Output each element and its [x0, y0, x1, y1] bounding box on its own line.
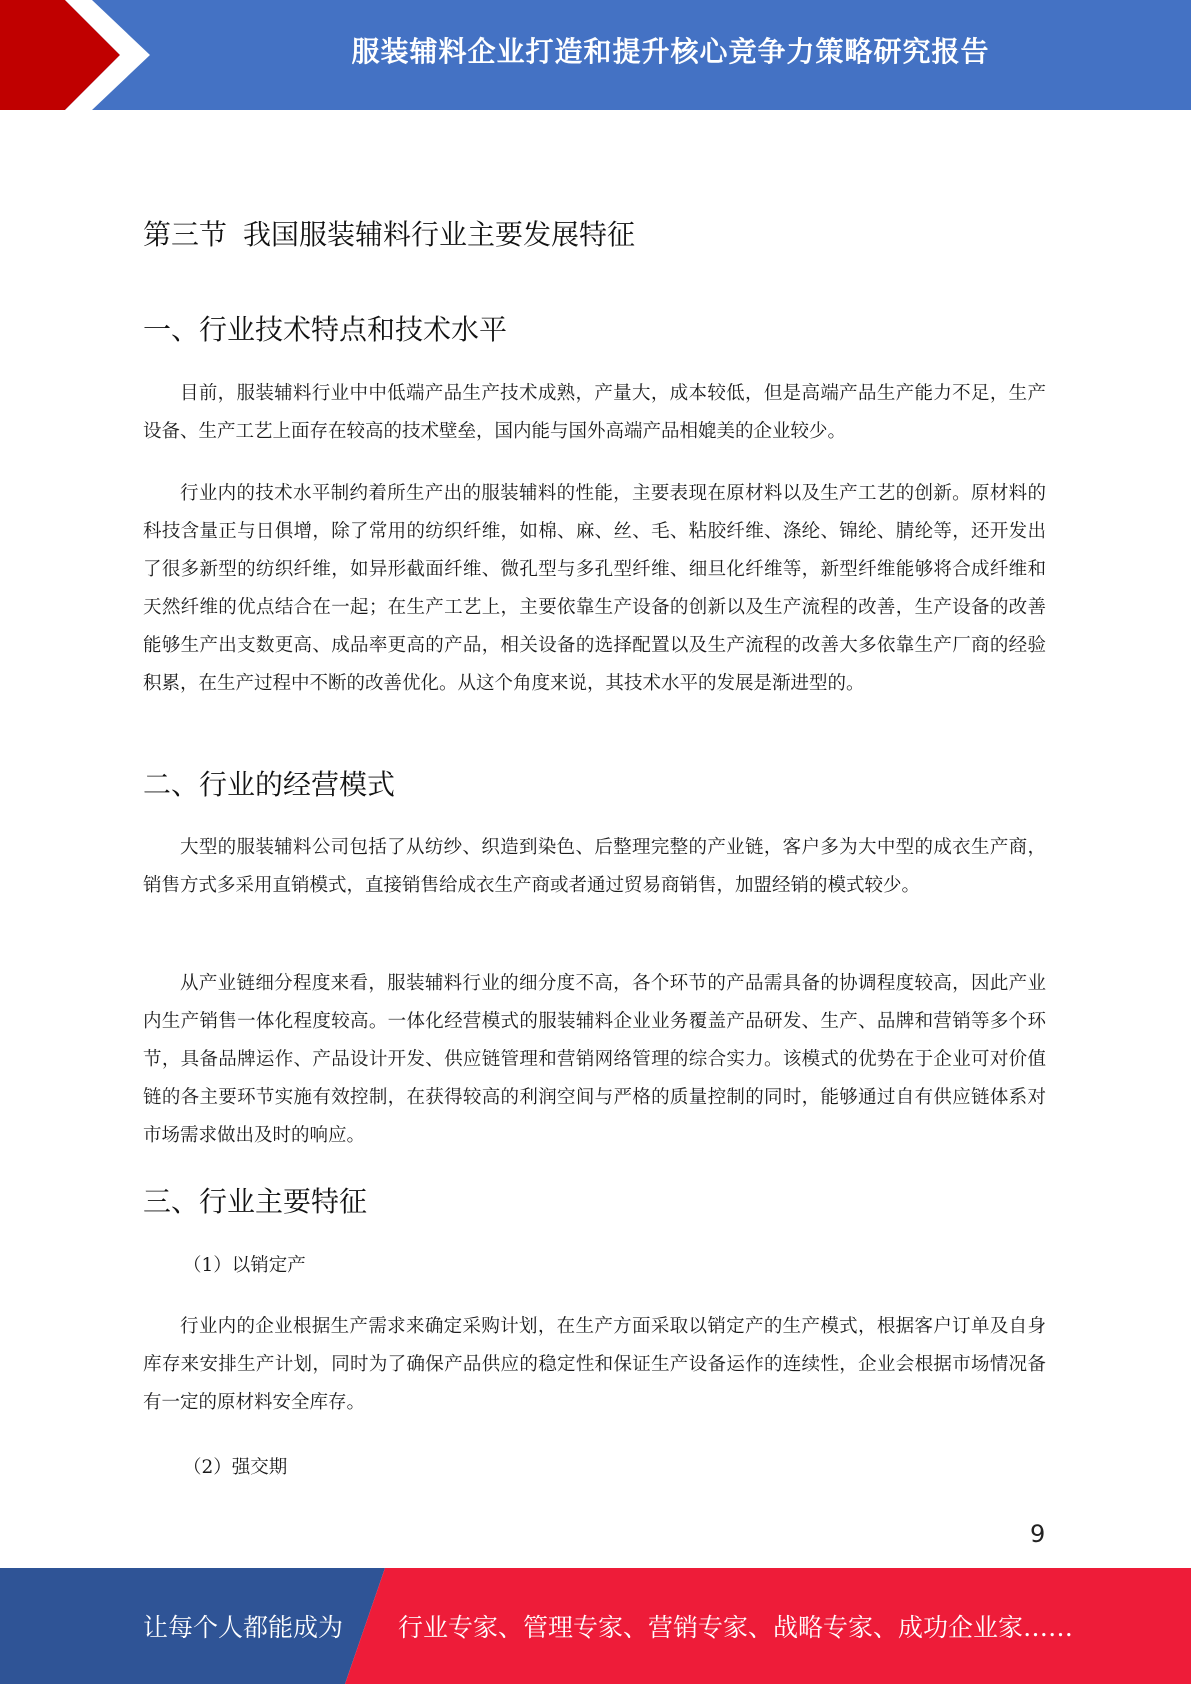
paragraph-3: 大型的服装辅料公司包括了从纺纱、织造到染色、后整理完整的产业链，客户多为大中型的成衣生产商，销售方式多采用直销模式，直接销售给成衣生产商或者通过贸易商销售，加盟经销的模式较少。: [143, 837, 1046, 896]
heading-features: 三、行业主要特征: [143, 1185, 368, 1218]
section-title: [143, 213, 635, 253]
paragraph-1: 目前，服装辅料行业中中低端产品生产技术成熟，产量大，成本较低，但是高端产品生产能力不足，生产设备、生产工艺上面存在较高的技术壁垒，国内能与国外高端产品相媲美的企业较少。: [143, 383, 1046, 442]
subheading-1: （1）以销定产: [183, 1255, 306, 1276]
paragraph-4: 从产业链细分程度来看，服装辅料行业的细分度不高，各个环节的产品需具备的协调程度较高，因此产业内生产销售一体化程度较高。一体化经营模式的服装辅料企业业务覆盖产品研发、生产、品牌和营销等多个环节，具备品牌运作、产品设计开发、供应链管理和营销网络管理的综合实力。该模式的优势在于企业可对价值链的各主要环节实施有效控制，在获得较高的利润空间与严格的质量控制的同时，能够通过自有供应链体系对市场需求做出及时的响应。: [143, 973, 1046, 1146]
footer-banner: [0, 1568, 1191, 1684]
paragraph-5: 行业内的企业根据生产需求来确定采购计划，在生产方面采取以销定产的生产模式，根据客户订单及自身库存来安排生产计划，同时为了确保产品供应的稳定性和保证生产设备运作的连续性，企业会根据市场情况备有一定的原材料安全库存。: [143, 1316, 1046, 1413]
heading-tech: 一、行业技术特点和技术水平: [143, 313, 508, 346]
paragraph-2: 行业内的技术水平制约着所生产出的服装辅料的性能，主要表现在原材料以及生产工艺的创新。原材料的科技含量正与日俱增，除了常用的纺织纤维，如棉、麻、丝、毛、粘胶纤维、涤纶、锦纶、腈纶等，还开发出了很多新型的纺织纤维，如异形截面纤维、微孔型与多孔型纤维、细旦化纤维等，新型纤维能够将合成纤维和天然纤维的优点结合在一起；在生产工艺上，主要依靠生产设备的创新以及生产流程的改善，生产设备的改善能够生产出支数更高、成品率更高的产品，相关设备的选择配置以及生产流程的改善大多依靠生产厂商的经验积累，在生产过程中不断的改善优化。从这个角度来说，其技术水平的发展是渐进型的。: [143, 483, 1046, 694]
subheading-2: （2）强交期: [183, 1457, 288, 1478]
heading-business-model: 二、行业的经营模式: [143, 768, 396, 801]
header-banner: [0, 0, 1191, 110]
footer-slogan-left: 让每个人都能成为: [143, 1613, 344, 1642]
footer-slogan-right: 行业专家、管理专家、营销专家、战略专家、成功企业家……: [398, 1613, 1074, 1642]
section-name: 我国服装辅料行业主要发展特征: [243, 218, 636, 251]
section-number: 第三节: [143, 218, 228, 251]
page-number: 9: [1030, 1520, 1046, 1548]
report-title: 服装辅料企业打造和提升核心竞争力策略研究报告: [351, 35, 990, 68]
